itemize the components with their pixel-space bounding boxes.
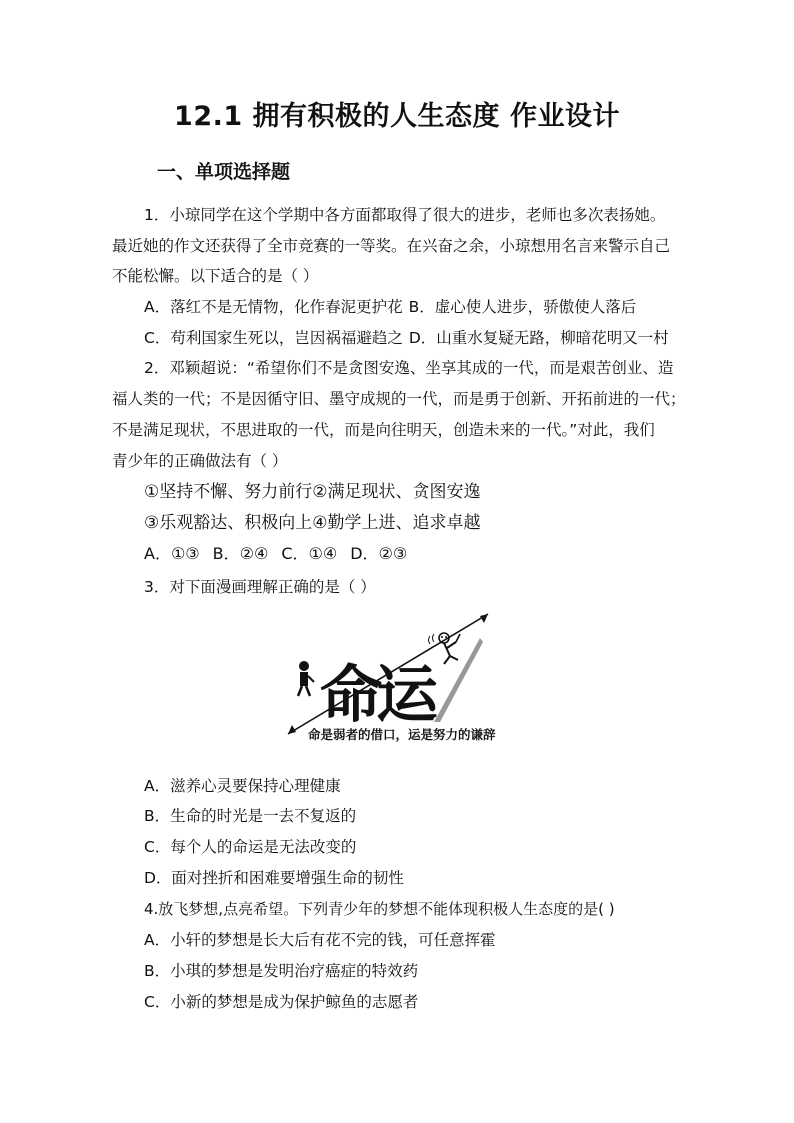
cartoon-caption: 命是弱者的借口，运是努力的谦辞 — [308, 727, 496, 742]
question-2-text-line-4: 青少年的正确做法有（ ） — [112, 452, 288, 470]
section-heading: 一、单项选择题 — [157, 161, 291, 183]
question-1-text-line-3: 不能松懈。以下适合的是（ ） — [112, 267, 319, 285]
question-3-text-line-1: 3．对下面漫画理解正确的是（ ） — [144, 578, 376, 596]
question-1-option-d[interactable]: D．山重水复疑无路，柳暗花明又一村 — [408, 329, 669, 347]
question-3-option-c[interactable]: C．每个人的命运是无法改变的 — [144, 838, 357, 856]
cartoon-character-ming: 命 — [320, 658, 383, 731]
question-1-text-line-2: 最近她的作文还获得了全市竞赛的一等奖。在兴奋之余，小琼想用名言来警示自己 — [112, 237, 671, 255]
question-2-option-d[interactable]: D．②③ — [350, 544, 408, 563]
cartoon-slope-shadow — [434, 638, 483, 722]
question-1-option-a[interactable]: A．落红不是无情物，化作春泥更护花 — [144, 298, 403, 316]
question-2-option-b[interactable]: B．②④ — [212, 544, 269, 563]
question-3-option-b[interactable]: B．生命的时光是一去不复返的 — [144, 807, 357, 825]
question-1-option-b[interactable]: B．虚心使人进步，骄傲使人落后 — [408, 298, 637, 316]
resting-figure-icon — [298, 661, 314, 696]
question-2-text-line-2: 福人类的一代；不是因循守旧、墨守成规的一代，而是勇于创新、开拓前进的一代； — [112, 390, 686, 408]
question-3-option-a[interactable]: A．滋养心灵要保持心理健康 — [144, 777, 341, 795]
cartoon-image — [284, 604, 512, 748]
question-2-option-c[interactable]: C．①④ — [281, 544, 338, 563]
question-2-text-line-1: 2．邓颖超说：“希望你们不是贪图安逸、坐享其成的一代，而是艰苦创业、造 — [144, 359, 674, 377]
cartoon-character-yun: 运 — [376, 658, 439, 731]
question-2-statements-1: ①坚持不懈、努力前行②满足现状、贪图安逸 — [144, 482, 481, 502]
question-4-option-b[interactable]: B．小琪的梦想是发明治疗癌症的特效药 — [144, 962, 419, 980]
question-1-options-row-2 — [144, 328, 669, 348]
question-4-option-c[interactable]: C．小新的梦想是成为保护鲸鱼的志愿者 — [144, 993, 419, 1011]
question-4-text-line-1: 4.放飞梦想,点亮希望。下列青少年的梦想不能体现积极人生态度的是( ) — [144, 900, 615, 918]
question-1-option-c[interactable]: C．苟利国家生死以，岂因祸福避趋之 — [144, 329, 403, 347]
question-2-text-line-3: 不是满足现状，不思进取的一代，而是向往明天，创造未来的一代。”对此，我们 — [112, 421, 655, 439]
question-1-text-line-1: 1．小琼同学在这个学期中各方面都取得了很大的进步，老师也多次表扬她。 — [144, 206, 666, 224]
question-4-option-a[interactable]: A．小轩的梦想是长大后有花不完的钱，可任意挥霍 — [144, 931, 496, 949]
question-2-statements-2: ③乐观豁达、积极向上④勤学上进、追求卓越 — [144, 513, 481, 533]
question-2-option-a[interactable]: A．①③ — [144, 544, 200, 563]
question-2-options-row — [144, 544, 407, 564]
question-1-options-row-1 — [144, 297, 636, 317]
question-3-option-d[interactable]: D．面对挫折和困难要增强生命的韧性 — [144, 869, 404, 887]
page-title: 12.1 拥有积极的人生态度 作业设计 — [174, 101, 620, 132]
